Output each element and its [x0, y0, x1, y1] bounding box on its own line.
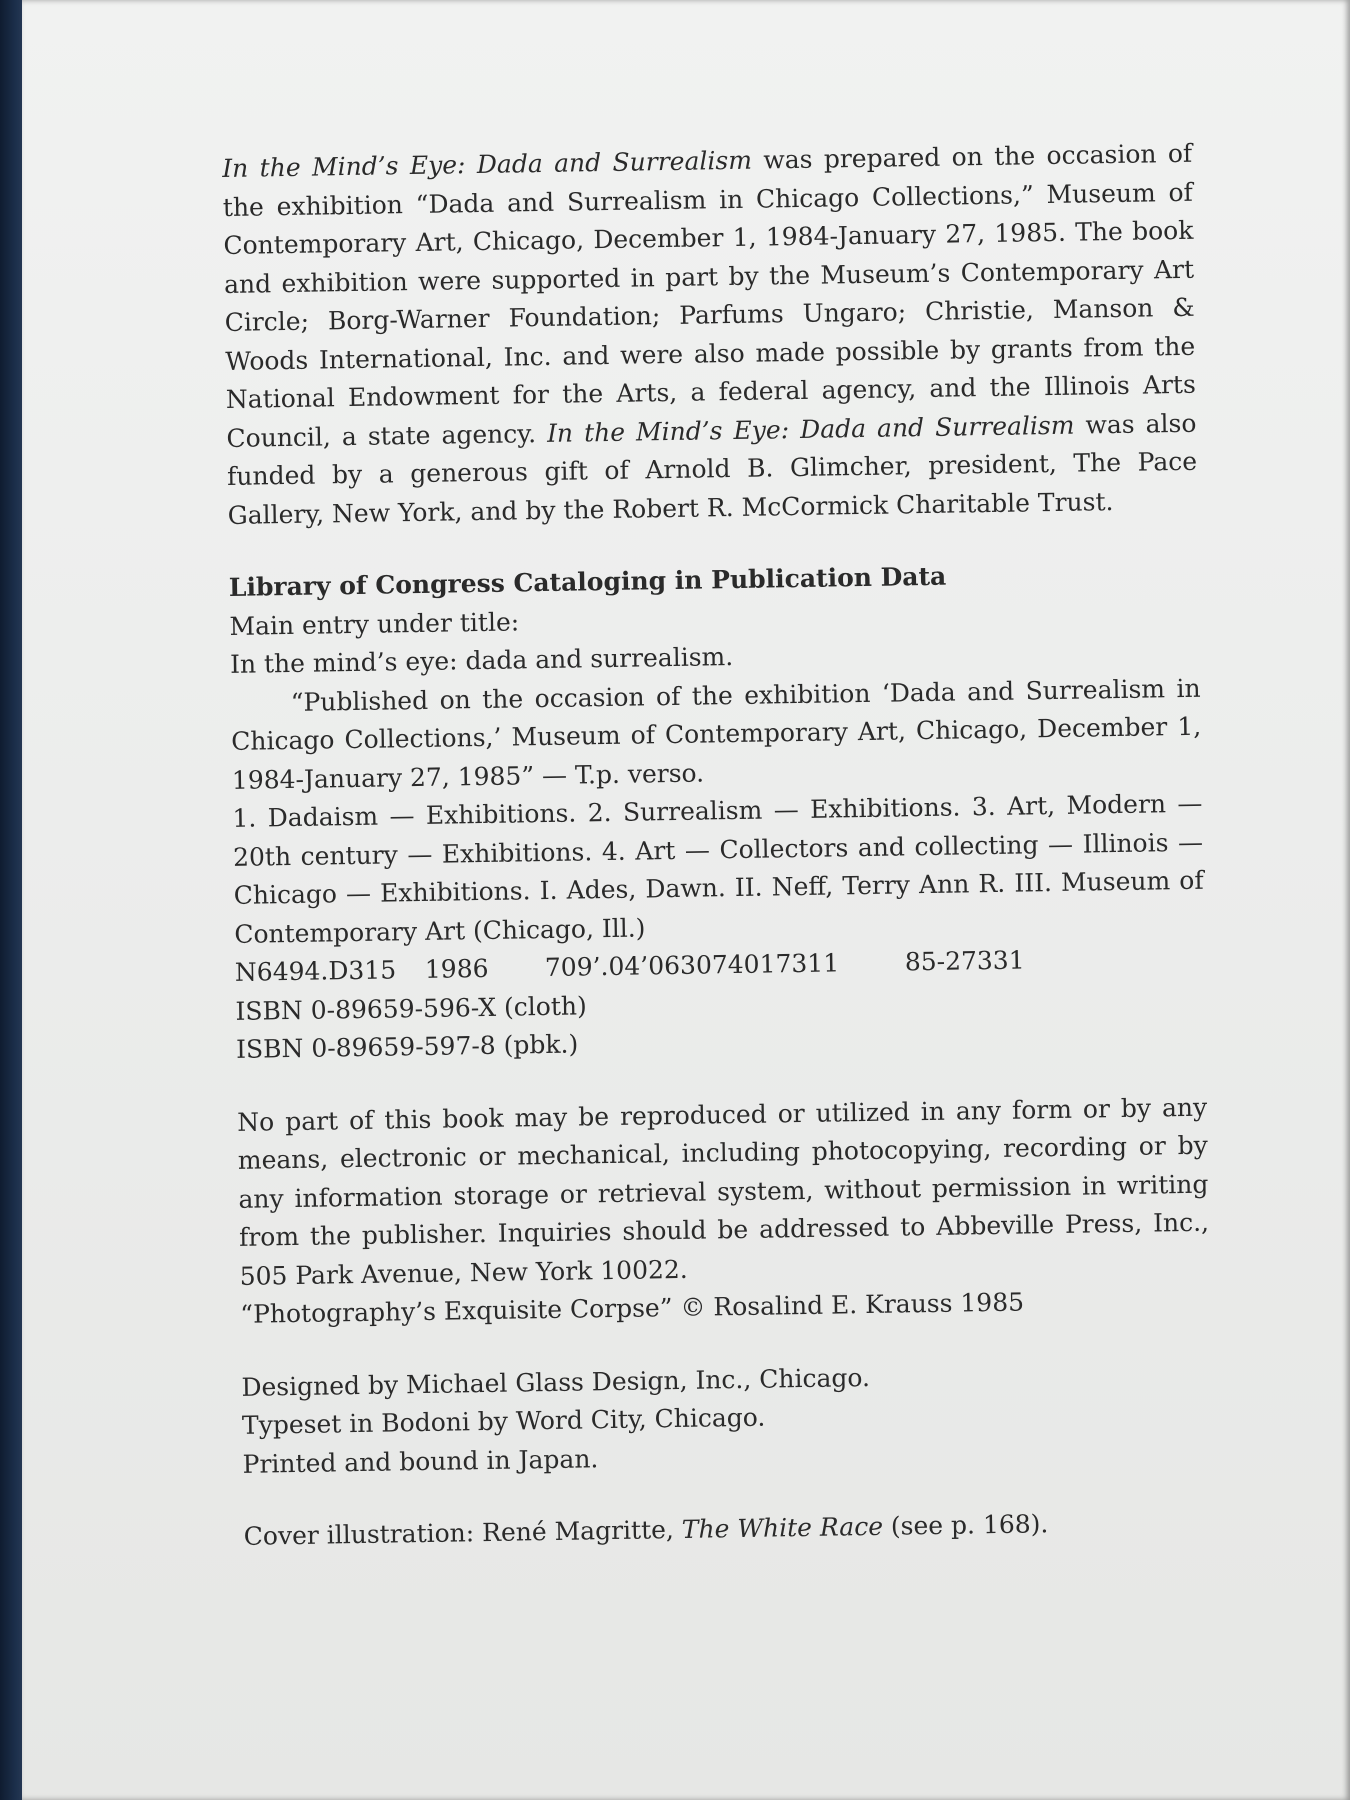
lccn: 85-27331 — [904, 945, 1025, 977]
call-number: N6494.D315 — [234, 955, 397, 987]
cip-title: In the mind’s eye: dada and surrealism. — [229, 642, 734, 679]
credits-paragraph — [222, 135, 1198, 535]
cover-credit-prefix: Cover illustration: René Magritte, — [243, 1514, 683, 1551]
copyright-page — [22, 0, 1350, 1800]
rights-block — [237, 1088, 1211, 1334]
designer-credit: Designed by Michael Glass Design, Inc., Chicago. — [241, 1362, 871, 1402]
typesetter-credit: Typeset in Bodoni by Word City, Chicago. — [241, 1402, 766, 1440]
credits-text-1: was prepared on the occasion of the exhibition “Dada and Surrealism in Chicago Collections,” Museum of Contemporary Art, Chicago, December 1, 1984-January 27, 1985. The book and exhibition were supported in part by the Museum’s Contemporary Art Circle; Borg-Warner Foundation; Parfums Ungaro; Christie, Manson & Woods International, Inc. and were also made possible by grants from the National Endowment for the Arts, a federal agency, and the Illinois Arts Council, a state agency. — [222, 138, 1197, 453]
pub-year: 1986 — [424, 953, 489, 984]
cover-credit-suffix: (see p. 168). — [882, 1509, 1049, 1541]
printer-credit: Printed and bound in Japan. — [242, 1443, 599, 1479]
production-credits — [241, 1353, 1213, 1484]
book-title-repeat: In the Mind’s Eye: Dada and Surrealism — [546, 410, 1075, 448]
essay-copyright: “Photography’s Exquisite Corpse” © Rosalind E. Krauss 1985 — [240, 1287, 1025, 1329]
isbn-cloth: ISBN 0-89659-596-X (cloth) — [235, 990, 587, 1026]
dewey-number: 709’.04’063074017311 — [544, 948, 840, 983]
cip-subjects: 1. Dadaism — Exhibitions. 2. Surrealism — Exhibitions. 3. Art, Modern — 20th century — Exhibitions. 4. Art — Collectors and collecting — Illinois — Chicago — Exhibitions. I. Ades, Dawn. II. Neff, Terry Ann R. III. Museum of Contemporary Art (Chicago, Ill.) — [232, 788, 1204, 949]
cip-heading: Library of Congress Cataloging in Publication Data — [228, 561, 947, 602]
cip-block — [229, 554, 1207, 1070]
credits-text-2: was also funded by a generous gift of Arnold B. Glimcher, president, The Pace Gallery, New York, and by the Robert R. McCormick Charitable Trust. — [226, 408, 1198, 530]
book-title: In the Mind’s Eye: Dada and Surrealism — [222, 145, 753, 183]
cip-note: “Published on the occasion of the exhibition ‘Dada and Surrealism in Chicago Collections,’ Museum of Contemporary Art, Chicago, December 1, 1984-January 27, 1985” — T.p. verso. — [231, 673, 1202, 795]
page-text — [222, 135, 1214, 1557]
cover-work-title: The White Race — [681, 1511, 884, 1544]
cip-main-entry: Main entry under title: — [229, 606, 520, 641]
rights-statement: No part of this book may be reproduced or utilized in any form or by any means, electronic or mechanical, including photocopying, recording or by any information storage or retrieval system, without permission in writing from the publisher. Inquiries should be addressed to Abbeville Press, Inc., 505 Park Avenue, New York 10022. — [237, 1092, 1210, 1291]
isbn-paperback: ISBN 0-89659-597-8 (pbk.) — [235, 1029, 579, 1064]
